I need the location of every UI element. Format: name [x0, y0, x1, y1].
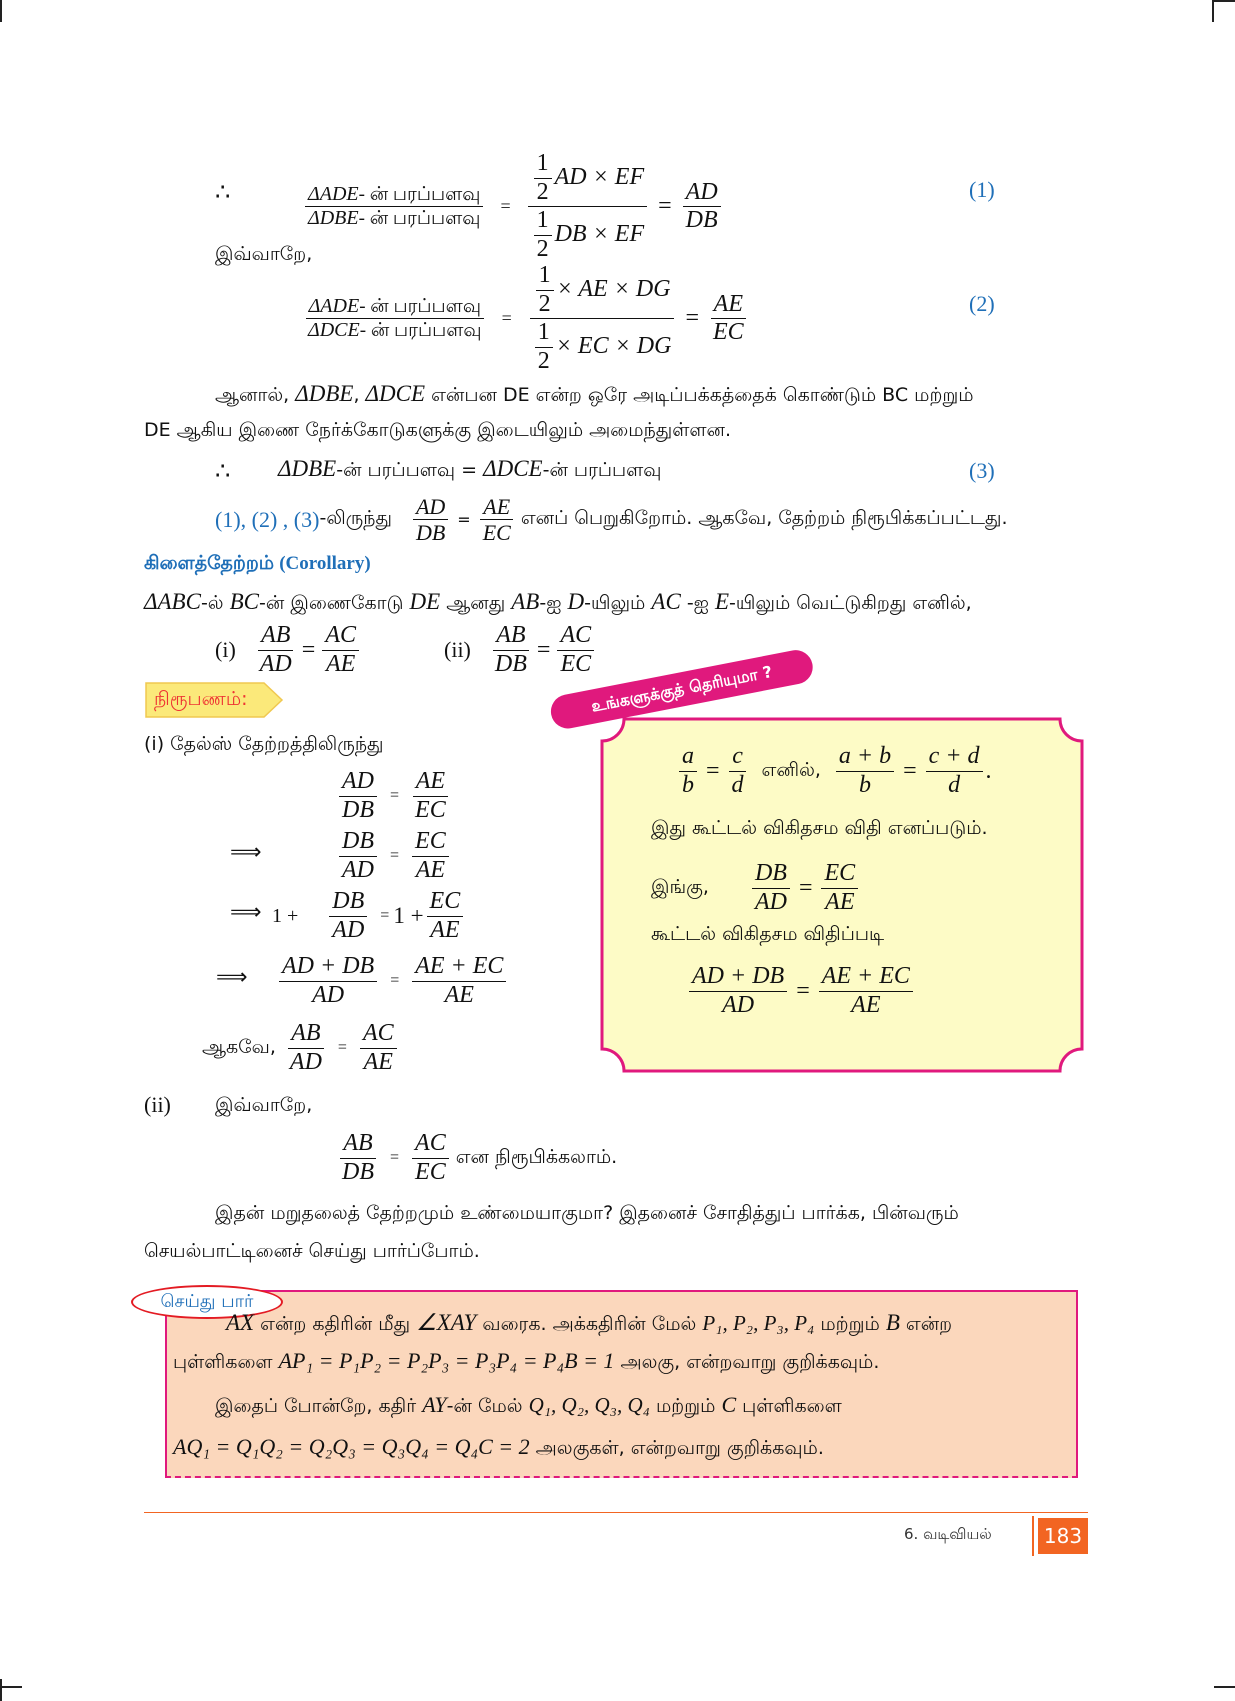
- know-by-rule: கூட்டல் விகிதசம விதிப்படி: [651, 923, 885, 945]
- crop-mark: [1214, 1686, 1235, 1688]
- therefore-symbol: ∴: [215, 178, 231, 206]
- triangle-dce: ΔDCE: [308, 319, 360, 342]
- half-num: 1: [534, 150, 552, 179]
- area-label: - ன் பரப்பளவு: [358, 208, 481, 230]
- know-rule-name: இது கூட்டல் விகிதசம விதி எனப்படும்.: [651, 817, 988, 839]
- step-row: ஆகவே, $\frac{AB}{AD}$ = $\frac{AC}{AE}$: [202, 1020, 400, 1076]
- activity-line: இதைப் போன்றே, கதிர் AY-ன் மேல் Q₁, Q₂, Q₃, Q₄ மற்றும் C புள்ளிகளை: [215, 1392, 842, 1417]
- num-product: AD × EF: [554, 164, 645, 191]
- corollary-part-i: (i) $\frac{AB}{AD}$ = $\frac{AC}{AE}$: [215, 622, 362, 678]
- triangle-ade: ΔADE: [308, 183, 359, 206]
- crop-mark: [0, 1686, 22, 1688]
- crop-mark: [1212, 0, 1214, 22]
- half-den: 2: [537, 347, 550, 374]
- paragraph-line: செயல்பாட்டினைச் செய்து பார்ப்போம்.: [144, 1240, 480, 1262]
- den-product: × EC × DG: [555, 333, 672, 360]
- area-formula: [528, 150, 648, 263]
- area-label: - ன் பரப்பளவு: [359, 320, 482, 342]
- result-fraction: [710, 291, 747, 347]
- crop-mark: [0, 0, 2, 22]
- half-num: 1: [534, 207, 552, 236]
- corollary-title: கிளைத்தேற்றம்: [144, 552, 275, 574]
- implies-arrow: ⟹: [216, 965, 248, 990]
- fraction-den: DB: [415, 520, 446, 546]
- fraction-den: DB: [685, 207, 718, 234]
- equation-label-2: (2): [969, 291, 995, 316]
- corollary-part-ii: (ii) $\frac{AB}{DB}$ = $\frac{AC}{EC}$: [444, 622, 597, 678]
- know-rule: $\frac{a}{b}$ = $\frac{c}{d}$ எனில், $\frac{a + b}{b}$ = $\frac{c + d}{d}$ .: [676, 743, 992, 799]
- page-number: 183: [1038, 1518, 1088, 1554]
- num-product: × AE × DG: [556, 276, 671, 303]
- equation-2: $\frac{\text{ΔADE- ன் பரப்பளவு}}{\text{ΔDCE- ன் பரப்பளவு}}$ = $\frac{1}{2}$ × AE × DG $\frac{1}{2}$ × EC × DG = $\frac{AE}{EC}$: [302, 262, 750, 375]
- area-formula: [529, 262, 675, 375]
- triangle-dbe: ΔDBE: [278, 456, 337, 481]
- footer-divider: [1032, 1516, 1034, 1556]
- step-row: $\frac{AD}{DB}$ = $\frac{AE}{EC}$: [336, 768, 452, 824]
- triangle-dbe: ΔDBE: [295, 381, 354, 406]
- implies-arrow: ⟹: [230, 840, 262, 865]
- step-row: 1 + $\frac{DB}{AD}$ = 1 + $\frac{EC}{AE}$: [272, 888, 466, 944]
- area-ratio: [305, 295, 485, 342]
- similarly-text: இவ்வாறே,: [215, 1094, 313, 1116]
- triangle-dce: ΔDCE: [365, 381, 426, 406]
- crop-mark: [1212, 0, 1235, 2]
- step-intro: (i) தேல்ஸ் தேற்றத்திலிருந்து: [144, 733, 384, 755]
- equation-label-3: (3): [969, 458, 995, 483]
- equation-1: $\frac{\text{ΔADE- ன் பரப்பளவு}}{\text{ΔDBE- ன் பரப்பளவு}}$ = $\frac{1}{2}$ AD × EF $\frac{1}{2}$ DB × EF = $\frac{AD}{DB}$: [302, 150, 724, 263]
- triangle-dce: ΔDCE: [483, 456, 543, 481]
- corollary-heading: [144, 552, 371, 577]
- footer-rule: [144, 1512, 1088, 1513]
- equation-label-1: (1): [969, 177, 995, 202]
- activity-line: AX என்ற கதிரின் மீது ∠XAY வரைக. அக்கதிரின் மேல் P₁, P₂, P₃, P₄ மற்றும் B என்ற: [226, 1310, 953, 1335]
- half-num: 1: [535, 319, 553, 348]
- crop-mark: [0, 1679, 2, 1701]
- step-row: $\frac{AD + DB}{AD}$ = $\frac{AE + EC}{AE}$: [276, 953, 509, 1009]
- know-here: இங்கு, $\frac{DB}{AD}$ = $\frac{EC}{AE}$: [651, 860, 861, 916]
- corollary-title-en: (Corollary): [279, 553, 371, 574]
- conclusion-line: (1), (2) , (3) -லிருந்து $\frac{AD}{DB}$ = $\frac{AE}{EC}$ எனப் பெறுகிறோம். ஆகவே, தேற்றம் நிரூபிக்கப்பட்டது.: [215, 494, 1008, 546]
- activity-tag: செய்து பார்: [131, 1285, 283, 1319]
- fraction-num: AD: [413, 494, 448, 520]
- equation-refs: (1), (2) , (3): [215, 506, 320, 532]
- fraction-num: AD: [683, 179, 721, 208]
- know-banner: உங்களுக்குத் தெரியுமா ?: [548, 647, 816, 731]
- activity-line: புள்ளிகளை AP₁ = P₁P₂ = P₂P₃ = P₃P₄ = P₄B = 1 அலகு, என்றவாறு குறிக்கவும்.: [173, 1348, 880, 1373]
- area-label: - ன் பரப்பளவு: [359, 296, 481, 318]
- half-den: 2: [536, 235, 549, 262]
- fraction-den: EC: [482, 520, 511, 546]
- activity-line: AQ₁ = Q₁Q₂ = Q₂Q₃ = Q₃Q₄ = Q₄C = 2 அலகுகள், என்றவாறு குறிக்கவும்.: [173, 1434, 824, 1459]
- proof-tag: நிரூபணம்:: [154, 688, 248, 710]
- half-num: 1: [536, 262, 554, 291]
- fraction-den: EC: [713, 319, 744, 346]
- den-product: DB × EF: [554, 221, 645, 248]
- know-result: $\frac{AD + DB}{AD}$ = $\frac{AE + EC}{AE}$: [686, 963, 916, 1019]
- triangle-ade: ΔADE: [308, 295, 360, 318]
- half-den: 2: [538, 290, 551, 317]
- step-row: $\frac{AB}{DB}$ = $\frac{AC}{EC}$ என நிரூபிக்கலாம்.: [342, 1130, 618, 1185]
- area-ratio: [305, 183, 483, 230]
- half-den: 2: [536, 178, 549, 205]
- paragraph-line: DE ஆகிய இணை நேர்க்கோடுகளுக்கு இடையிலும் அமைந்துள்ளன.: [144, 419, 731, 441]
- corollary-statement: ΔABC-ல் BC-ன் இணைகோடு DE ஆனது AB-ஐ D-யிலும் AC -ஐ E-யிலும் வெட்டுகிறது எனில்,: [144, 589, 972, 614]
- similarly-text: இவ்வாறே,: [215, 243, 313, 265]
- part-ii-label: (ii): [144, 1092, 171, 1117]
- fraction-num: AE: [480, 494, 513, 520]
- triangle-dbe: ΔDBE: [308, 207, 359, 230]
- step-row: $\frac{DB}{AD}$ = $\frac{EC}{AE}$: [336, 828, 452, 884]
- implies-arrow: ⟹: [230, 900, 262, 925]
- fraction-num: AE: [711, 291, 746, 320]
- therefore-symbol: ∴: [215, 457, 231, 485]
- paragraph-line: ஆனால், ΔDBE, ΔDCE என்பன DE என்ற ஒரே அடிப்பக்கத்தைக் கொண்டும் BC மற்றும்: [215, 381, 974, 406]
- footer-chapter: 6. வடிவியல்: [904, 1525, 992, 1543]
- area-label: - ன் பரப்பளவு: [358, 184, 481, 206]
- result-fraction: [683, 179, 721, 235]
- equation-3: ΔDBE-ன் பரப்பளவு = ΔDCE-ன் பரப்பளவு: [278, 456, 662, 481]
- paragraph-line: இதன் மறுதலைத் தேற்றமும் உண்மையாகுமா? இதனைச் சோதித்துப் பார்க்க, பின்வரும்: [215, 1202, 959, 1224]
